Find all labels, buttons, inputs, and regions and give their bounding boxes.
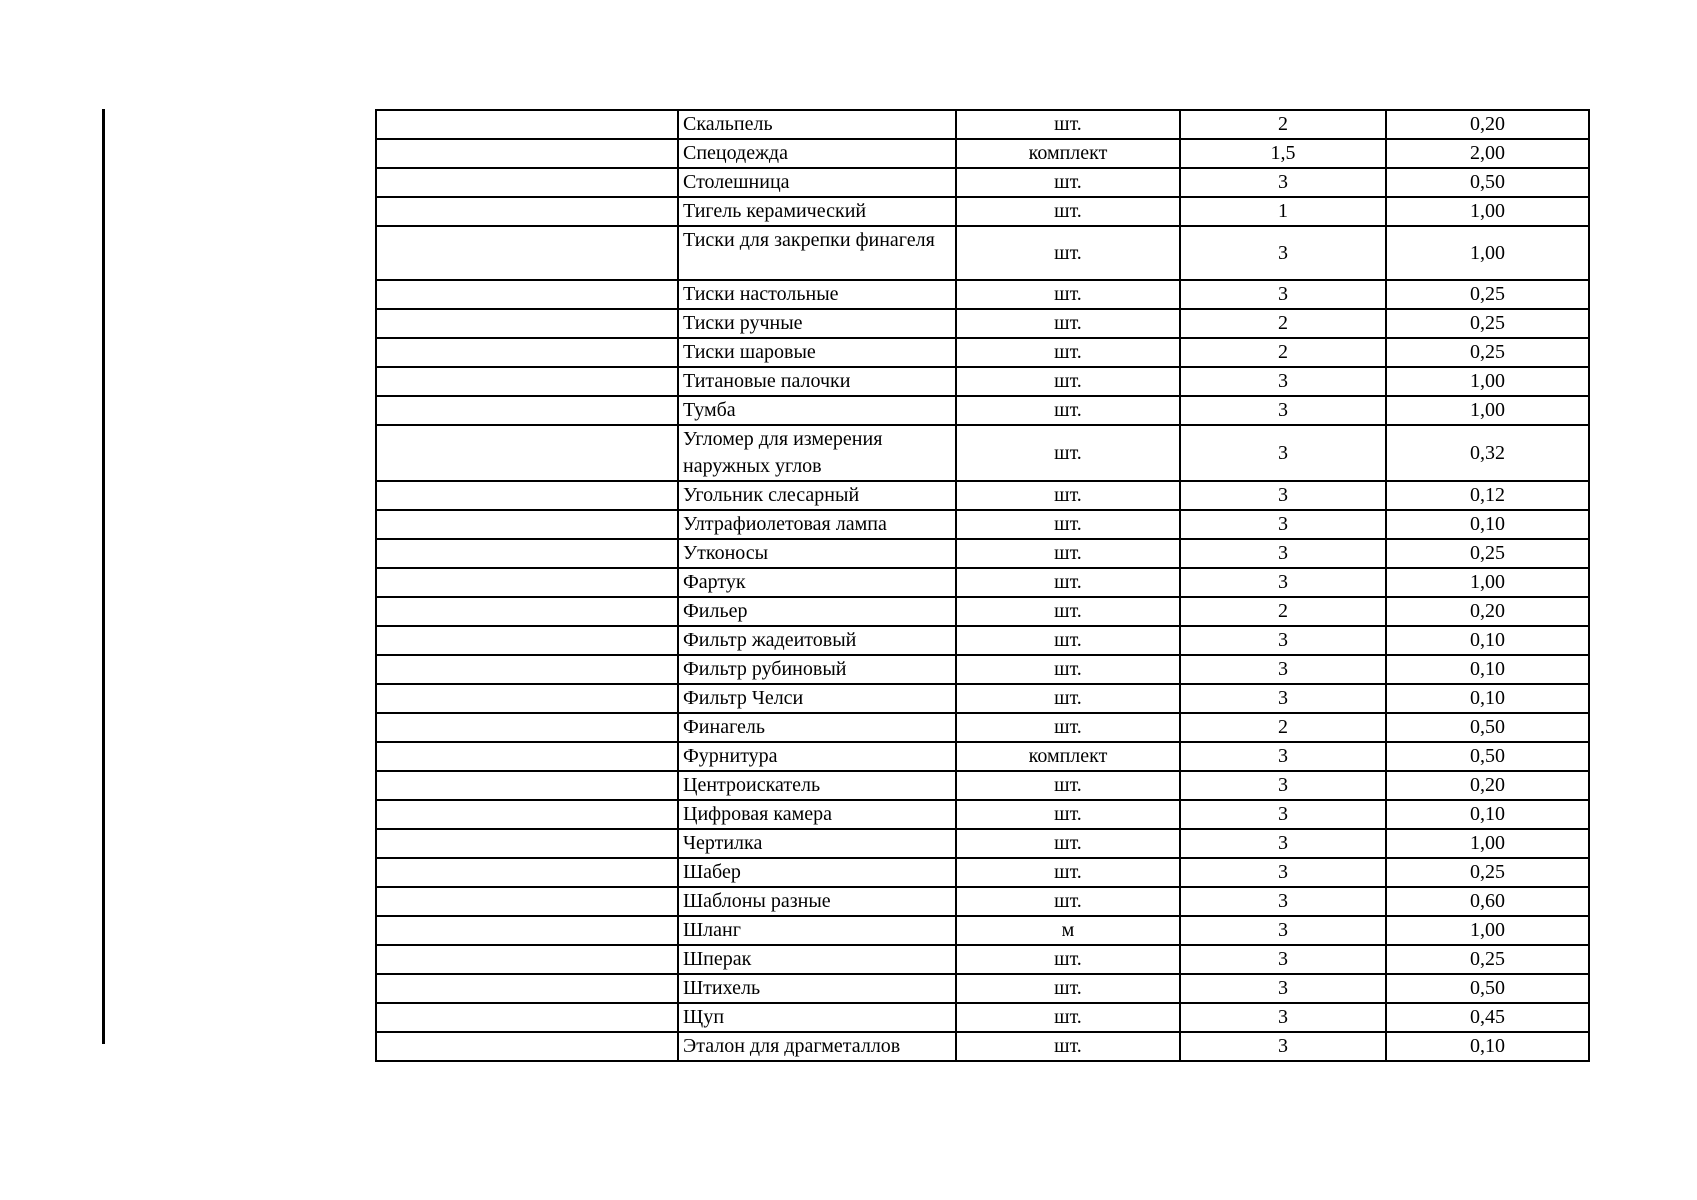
unit-cell: шт. [956,425,1180,481]
quantity-cell: 3 [1180,829,1386,858]
quantity-cell: 3 [1180,510,1386,539]
value-cell: 0,10 [1386,655,1589,684]
item-name-cell: Тиски для закрепки финагеля [678,226,956,280]
unit-cell: шт. [956,309,1180,338]
value-cell: 1,00 [1386,367,1589,396]
value-cell: 0,25 [1386,338,1589,367]
table-row [376,367,1589,396]
unit-cell: шт. [956,858,1180,887]
item-name-cell: Тиски ручные [678,309,956,338]
item-name-cell: Штихель [678,974,956,1003]
value-cell: 0,50 [1386,742,1589,771]
blank-cell [376,110,678,139]
quantity-cell: 3 [1180,481,1386,510]
value-cell: 2,00 [1386,139,1589,168]
unit-cell: шт. [956,481,1180,510]
table-row [376,1032,1589,1061]
item-name-cell: Финагель [678,713,956,742]
quantity-cell: 3 [1180,280,1386,309]
table-row [376,168,1589,197]
unit-cell: шт. [956,887,1180,916]
blank-cell [376,396,678,425]
value-cell: 1,00 [1386,226,1589,280]
quantity-cell: 3 [1180,226,1386,280]
table-row [376,1003,1589,1032]
unit-cell: шт. [956,974,1180,1003]
item-name-cell: Тиски настольные [678,280,956,309]
unit-cell: шт. [956,568,1180,597]
blank-cell [376,713,678,742]
value-cell: 0,20 [1386,771,1589,800]
item-name-cell: Фартук [678,568,956,597]
value-cell: 0,25 [1386,309,1589,338]
quantity-cell: 3 [1180,771,1386,800]
table-row [376,110,1589,139]
quantity-cell: 2 [1180,338,1386,367]
value-cell: 1,00 [1386,396,1589,425]
blank-cell [376,139,678,168]
value-cell: 0,20 [1386,110,1589,139]
blank-cell [376,887,678,916]
unit-cell: шт. [956,713,1180,742]
table-row [376,510,1589,539]
item-name-cell: Тигель керамический [678,197,956,226]
unit-cell: шт. [956,1032,1180,1061]
quantity-cell: 2 [1180,110,1386,139]
quantity-cell: 1,5 [1180,139,1386,168]
unit-cell: шт. [956,226,1180,280]
item-name-cell: Тиски шаровые [678,338,956,367]
quantity-cell: 3 [1180,887,1386,916]
unit-cell: шт. [956,510,1180,539]
blank-cell [376,684,678,713]
quantity-cell: 3 [1180,945,1386,974]
unit-cell: шт. [956,1003,1180,1032]
unit-cell: шт. [956,338,1180,367]
blank-cell [376,974,678,1003]
table-row [376,425,1589,481]
quantity-cell: 2 [1180,309,1386,338]
blank-cell [376,771,678,800]
value-cell: 0,10 [1386,626,1589,655]
unit-cell: шт. [956,655,1180,684]
table-row [376,916,1589,945]
table-row [376,800,1589,829]
blank-cell [376,916,678,945]
unit-cell: шт. [956,396,1180,425]
item-name-cell: Центроискатель [678,771,956,800]
item-name-cell: Шабер [678,858,956,887]
table-row [376,139,1589,168]
table-row [376,197,1589,226]
equipment-table [375,109,1590,1062]
unit-cell: шт. [956,771,1180,800]
blank-cell [376,338,678,367]
quantity-cell: 3 [1180,1003,1386,1032]
blank-cell [376,309,678,338]
blank-cell [376,197,678,226]
value-cell: 0,60 [1386,887,1589,916]
value-cell: 1,00 [1386,197,1589,226]
unit-cell: комплект [956,139,1180,168]
blank-cell [376,425,678,481]
item-name-cell: Шперак [678,945,956,974]
unit-cell: шт. [956,945,1180,974]
item-name-cell: Шланг [678,916,956,945]
blank-cell [376,597,678,626]
quantity-cell: 3 [1180,858,1386,887]
table-row [376,742,1589,771]
quantity-cell: 3 [1180,655,1386,684]
value-cell: 1,00 [1386,568,1589,597]
table-row [376,887,1589,916]
blank-cell [376,1032,678,1061]
value-cell: 0,10 [1386,684,1589,713]
item-name-cell: Цифровая камера [678,800,956,829]
item-name-cell: Угломер для измерения наружных углов [678,425,956,481]
item-name-cell: Фильер [678,597,956,626]
value-cell: 0,25 [1386,945,1589,974]
value-cell: 0,10 [1386,800,1589,829]
item-name-cell: Скальпель [678,110,956,139]
item-name-cell: Ултрафиолетовая лампа [678,510,956,539]
unit-cell: шт. [956,168,1180,197]
quantity-cell: 3 [1180,626,1386,655]
item-name-cell: Столешница [678,168,956,197]
value-cell: 0,50 [1386,713,1589,742]
blank-cell [376,829,678,858]
table-row [376,481,1589,510]
table-row [376,280,1589,309]
table-row [376,829,1589,858]
quantity-cell: 3 [1180,1032,1386,1061]
unit-cell: комплект [956,742,1180,771]
value-cell: 0,45 [1386,1003,1589,1032]
quantity-cell: 3 [1180,974,1386,1003]
blank-cell [376,568,678,597]
quantity-cell: 1 [1180,197,1386,226]
blank-cell [376,280,678,309]
blank-cell [376,539,678,568]
blank-cell [376,367,678,396]
value-cell: 0,25 [1386,280,1589,309]
quantity-cell: 3 [1180,916,1386,945]
value-cell: 0,12 [1386,481,1589,510]
blank-cell [376,626,678,655]
item-name-cell: Тумба [678,396,956,425]
item-name-cell: Утконосы [678,539,956,568]
unit-cell: шт. [956,197,1180,226]
quantity-cell: 3 [1180,396,1386,425]
blank-cell [376,226,678,280]
value-cell: 0,25 [1386,858,1589,887]
item-name-cell: Фильтр Челси [678,684,956,713]
quantity-cell: 3 [1180,425,1386,481]
value-cell: 0,10 [1386,1032,1589,1061]
table-row [376,713,1589,742]
value-cell: 0,25 [1386,539,1589,568]
unit-cell: шт. [956,626,1180,655]
table-row [376,771,1589,800]
value-cell: 0,32 [1386,425,1589,481]
table-row [376,655,1589,684]
blank-cell [376,481,678,510]
table-row [376,858,1589,887]
table-row [376,974,1589,1003]
table-row [376,945,1589,974]
quantity-cell: 2 [1180,713,1386,742]
blank-cell [376,800,678,829]
unit-cell: шт. [956,539,1180,568]
unit-cell: шт. [956,110,1180,139]
value-cell: 1,00 [1386,916,1589,945]
quantity-cell: 3 [1180,742,1386,771]
unit-cell: м [956,916,1180,945]
value-cell: 0,20 [1386,597,1589,626]
table-row [376,309,1589,338]
table-row [376,338,1589,367]
unit-cell: шт. [956,367,1180,396]
item-name-cell: Эталон для драгметаллов [678,1032,956,1061]
item-name-cell: Титановые палочки [678,367,956,396]
quantity-cell: 3 [1180,367,1386,396]
item-name-cell: Угольник слесарный [678,481,956,510]
unit-cell: шт. [956,280,1180,309]
blank-cell [376,858,678,887]
item-name-cell: Щуп [678,1003,956,1032]
value-cell: 0,50 [1386,974,1589,1003]
item-name-cell: Фильтр рубиновый [678,655,956,684]
blank-cell [376,168,678,197]
unit-cell: шт. [956,800,1180,829]
table-row [376,626,1589,655]
item-name-cell: Чертилка [678,829,956,858]
unit-cell: шт. [956,684,1180,713]
table-row [376,226,1589,280]
item-name-cell: Фильтр жадеитовый [678,626,956,655]
value-cell: 0,50 [1386,168,1589,197]
quantity-cell: 3 [1180,800,1386,829]
unit-cell: шт. [956,829,1180,858]
table-row [376,568,1589,597]
unit-cell: шт. [956,597,1180,626]
item-name-cell: Шаблоны разные [678,887,956,916]
quantity-cell: 3 [1180,168,1386,197]
quantity-cell: 3 [1180,539,1386,568]
blank-cell [376,742,678,771]
margin-rule [102,109,105,1044]
quantity-cell: 3 [1180,684,1386,713]
equipment-table-body [376,110,1589,1061]
value-cell: 0,10 [1386,510,1589,539]
quantity-cell: 2 [1180,597,1386,626]
table-row [376,539,1589,568]
blank-cell [376,510,678,539]
table-row [376,396,1589,425]
value-cell: 1,00 [1386,829,1589,858]
item-name-cell: Фурнитура [678,742,956,771]
table-row [376,597,1589,626]
blank-cell [376,1003,678,1032]
blank-cell [376,945,678,974]
table-row [376,684,1589,713]
item-name-cell: Спецодежда [678,139,956,168]
quantity-cell: 3 [1180,568,1386,597]
blank-cell [376,655,678,684]
